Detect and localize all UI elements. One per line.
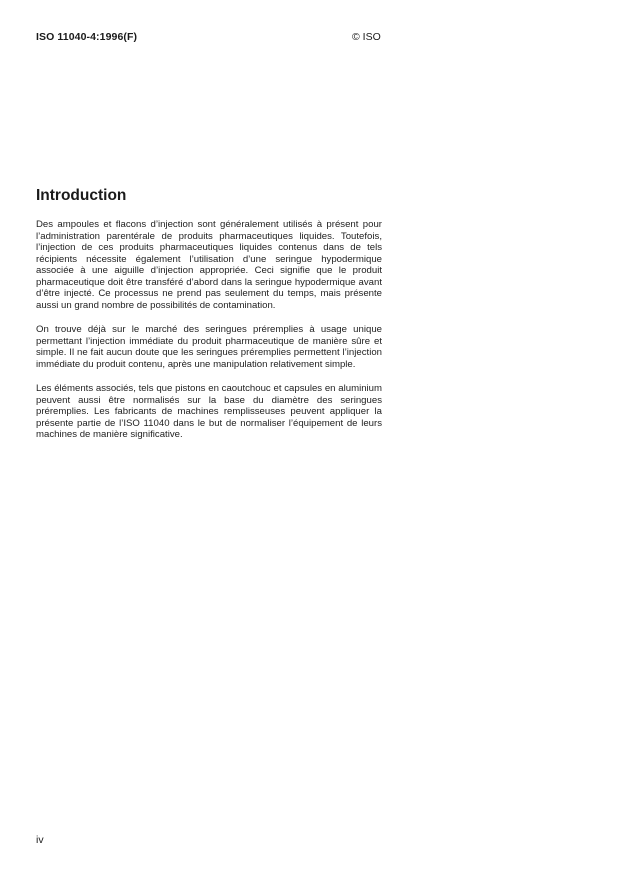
page-number: iv <box>36 834 44 846</box>
paragraph: Les éléments associés, tels que pistons en caoutchouc et capsules en aluminium peuvent aussi être normalisés sur la base du diamètre des seringues préremplies. Les fabricants de machines remplisseuses peuvent appliquer la présente partie de l’ISO 11040 dans le but de normaliser l’équipement de leurs machines de manière significative. <box>36 383 382 440</box>
section-title: Introduction <box>36 187 127 204</box>
document-code: ISO 11040-4:1996(F) <box>36 31 138 43</box>
copyright-notice: © ISO <box>352 31 381 43</box>
paragraph: On trouve déjà sur le marché des seringues préremplies à usage unique permettant l’injection immédiate du produit pharmaceutique de manière sûre et simple. Il ne fait aucun doute que les seringues préremplies permettent l’injection immédiate du produit contenu, après une manipulation relativement simple. <box>36 324 382 370</box>
introduction-body <box>36 219 382 454</box>
paragraph: Des ampoules et flacons d’injection sont généralement utilisés à présent pour l’administration parentérale de produits pharmaceutiques liquides. Toutefois, l’injection de ces produits pharmaceutiques liquides contenus dans de tels récipients nécessite également l’utilisation d’une seringue hypodermique associée à une aiguille d’injection appropriée. Ceci signifie que le produit pharmaceutique doit être transféré d’abord dans la seringue hypodermique avant d’être injecté. Ce processus ne prend pas seulement du temps, mais présente aussi un grand nombre de possibilités de contamination. <box>36 219 382 311</box>
